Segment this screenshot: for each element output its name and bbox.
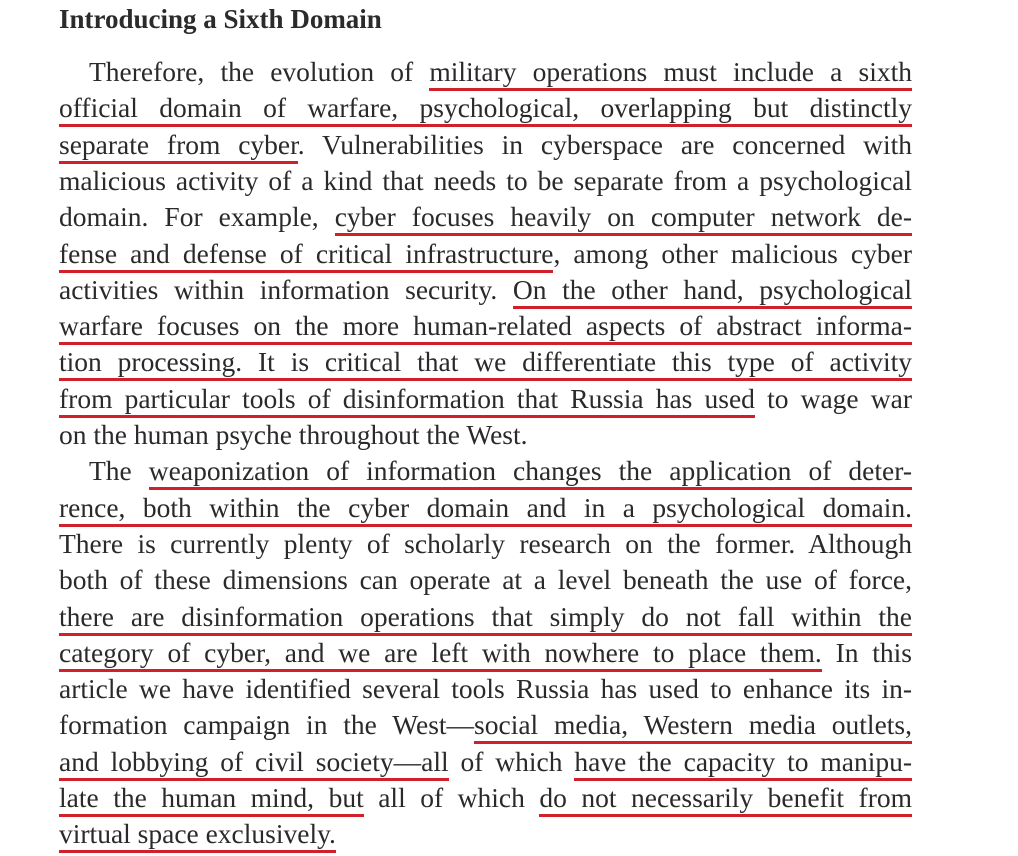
text-segment: . Vulnerabilities in cyberspace are concerned with <box>297 128 912 160</box>
text-segment: of which <box>448 745 575 777</box>
highlighted-text: weaponization of information changes the application of deter- <box>149 455 912 490</box>
text-segment: to wage war <box>754 382 912 414</box>
text-line <box>89 54 912 90</box>
text-line <box>59 417 528 453</box>
text-line <box>59 308 912 344</box>
text-line <box>59 707 912 743</box>
highlighted-text: warfare focuses on the more human-related aspects of abstract informa- <box>59 310 912 345</box>
highlighted-text: there are disinformation operations that simply do not fall within the <box>59 601 912 636</box>
highlighted-text: virtual space exclusively. <box>59 818 336 853</box>
text-line <box>59 526 912 562</box>
text-segment: Therefore, the evolution of <box>89 56 430 87</box>
text-line <box>59 90 912 126</box>
text-segment: article we have identified several tools Russia has used to enhance its in- <box>59 673 912 705</box>
highlighted-text: social media, Western media outlets, <box>474 709 912 744</box>
text-line <box>59 780 912 816</box>
text-segment: The <box>89 455 149 487</box>
text-line <box>59 599 912 635</box>
text-line <box>89 453 912 489</box>
text-line <box>59 671 912 707</box>
text-segment: both of these dimensions can operate at a level beneath the use of force, <box>59 564 912 596</box>
text-segment: , among other malicious cyber <box>553 237 912 269</box>
text-line <box>59 344 912 380</box>
text-segment: domain. For example, <box>59 201 335 233</box>
text-line <box>59 635 912 671</box>
highlighted-text: late the human mind, but <box>59 782 364 817</box>
highlighted-text: military operations must include a sixth <box>429 56 912 91</box>
text-line <box>59 163 912 199</box>
highlighted-text: do not necessarily benefit from <box>539 782 912 817</box>
text-segment: In this <box>821 636 913 668</box>
highlighted-text: cyber focuses heavily on computer network de- <box>335 201 912 236</box>
section-heading: Introducing a Sixth Domain <box>59 4 382 34</box>
highlighted-text: On the other hand, psychological <box>513 274 912 309</box>
text-line <box>59 127 912 163</box>
text-segment: There is currently plenty of scholarly research on the former. Although <box>59 527 912 559</box>
highlighted-text: tion processing. It is critical that we differentiate this type of activity <box>59 346 912 381</box>
highlighted-text: and lobbying of civil society—all <box>59 746 449 781</box>
text-line <box>59 816 336 852</box>
text-line <box>59 236 912 272</box>
highlighted-text: official domain of warfare, psychological, overlapping but distinctly <box>59 92 912 127</box>
text-line <box>59 199 912 235</box>
highlighted-text: fense and defense of critical infrastructure <box>59 238 553 273</box>
text-line <box>59 490 912 526</box>
text-segment: on the human psyche throughout the West. <box>59 419 528 450</box>
highlighted-text: have the capacity to manipu- <box>574 746 912 781</box>
highlighted-text: rence, both within the cyber domain and in a psychological domain. <box>59 492 912 527</box>
highlighted-text: from particular tools of disinformation that Russia has used <box>59 383 755 418</box>
highlighted-text: category of cyber, and we are left with nowhere to place them. <box>59 637 822 672</box>
text-segment: activities within information security. <box>59 273 513 305</box>
text-segment: all of which <box>363 782 540 813</box>
text-segment: malicious activity of a kind that needs to be separate from a psychological <box>59 164 912 196</box>
text-line <box>59 272 912 308</box>
text-line <box>59 381 912 417</box>
text-line <box>59 744 912 780</box>
highlighted-text: separate from cyber <box>59 129 298 164</box>
text-segment: formation campaign in the West— <box>59 709 475 741</box>
text-line <box>59 562 912 598</box>
